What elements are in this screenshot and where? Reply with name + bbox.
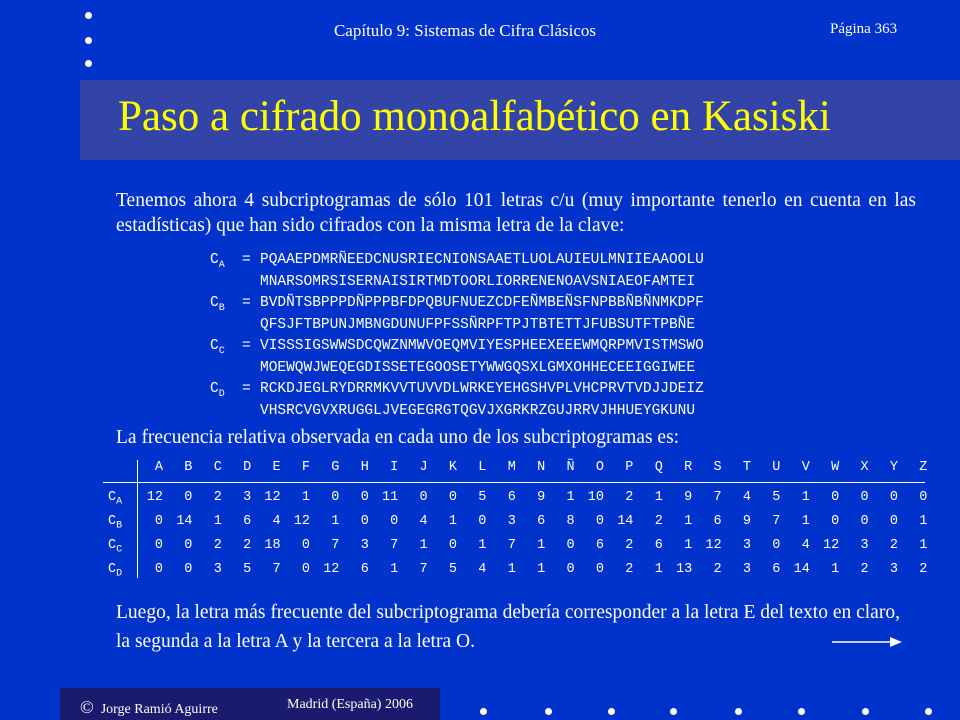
table-cell: 12 — [822, 538, 840, 553]
table-cell: 1 — [537, 538, 546, 553]
table-cell: 2 — [213, 538, 222, 553]
table-cell: 9 — [684, 490, 693, 505]
table-cell: 3 — [360, 538, 369, 553]
frequency-table — [103, 460, 928, 583]
table-cell: 0 — [154, 562, 163, 577]
column-header: Ñ — [566, 460, 575, 475]
equals-sign: = — [242, 252, 251, 268]
column-header: K — [448, 460, 457, 475]
table-cell: 4 — [272, 514, 281, 529]
table-cell: 1 — [654, 562, 663, 577]
table-cell: 1 — [831, 562, 840, 577]
table-cell: 6 — [507, 490, 516, 505]
decor-dot — [798, 708, 805, 715]
decor-dot — [925, 708, 932, 715]
table-cell: 1 — [448, 514, 457, 529]
table-cell: 1 — [801, 490, 810, 505]
table-cell: 2 — [654, 514, 663, 529]
table-cell: 0 — [301, 562, 310, 577]
table-cell: 3 — [889, 562, 898, 577]
cryptogram-line — [210, 252, 704, 274]
table-cell: 1 — [213, 514, 222, 529]
conclusion-paragraph: Luego, la letra más frecuente del subcriptograma debería corresponder a la letra E del texto en claro, la segunda a la letra A y la tercera a la letra O. — [116, 602, 900, 652]
table-cell: 3 — [507, 514, 516, 529]
table-cell: 2 — [919, 562, 928, 577]
cryptogram-text: MNARSOMRSISERNAISIRTMDTOORLIORRENENOAVSNIAEOFAMTEI — [260, 273, 696, 290]
table-cell: 12 — [293, 514, 310, 529]
decor-dot — [85, 12, 92, 19]
table-cell: 11 — [381, 490, 399, 505]
table-cell: 7 — [507, 538, 516, 553]
table-cell: 1 — [684, 538, 693, 553]
footer-author — [80, 697, 218, 718]
table-cell: 0 — [360, 514, 369, 529]
arrow-right-icon — [832, 632, 904, 652]
table-cell: 0 — [772, 538, 781, 553]
table-cell: 1 — [478, 538, 487, 553]
table-cell: 9 — [537, 490, 546, 505]
column-header: G — [331, 460, 340, 475]
column-header: N — [537, 460, 546, 475]
table-cell: 6 — [772, 562, 781, 577]
column-header: B — [184, 460, 193, 475]
column-header: D — [243, 460, 252, 475]
cryptogram-text: VISSSIGSWWSDCQWZNMWVOEQMVIYESPHEEXEEEWMQRPMVISTMSWO — [260, 338, 704, 354]
table-cell: 4 — [478, 562, 487, 577]
column-header: O — [595, 460, 604, 475]
table-cell: 7 — [713, 490, 722, 505]
column-header: T — [742, 460, 751, 475]
table-cell: 14 — [793, 562, 810, 577]
table-cell: 7 — [419, 562, 428, 577]
table-cell: 0 — [184, 538, 193, 553]
table-cell: 5 — [448, 562, 457, 577]
column-header: Q — [654, 460, 663, 475]
table-cell: 14 — [176, 514, 193, 529]
cryptogram-text: QFSJFTBPUNJMBNGDUNUFPFSSÑRPFTPJTBTETTJFUBSUTFTPBÑE — [260, 316, 696, 333]
table-cell: 0 — [360, 490, 369, 505]
table-row — [103, 535, 928, 559]
table-cell: 0 — [889, 490, 898, 505]
table-cell: 0 — [154, 538, 163, 553]
table-cell: 1 — [919, 538, 928, 553]
table-cell: 1 — [566, 490, 575, 505]
table-cell: 8 — [566, 514, 575, 529]
column-header: H — [360, 460, 369, 475]
row-label: $C_B$ — [108, 514, 123, 532]
cryptogram-label: $C_B$ — [210, 295, 225, 314]
table-cell: 0 — [860, 514, 869, 529]
cryptogram-line — [210, 403, 704, 425]
table-cell: 4 — [801, 538, 810, 553]
column-header: M — [507, 460, 516, 475]
table-cell: 2 — [713, 562, 722, 577]
cryptogram-text: VHSRCVGVXRUGGLJVEGEGRGTQGVJXGRKRZGUJRRVJHHUEYGKUNU — [260, 402, 696, 419]
table-cell: 0 — [184, 490, 193, 505]
table-cell: 0 — [448, 490, 457, 505]
column-header: U — [772, 460, 781, 475]
table-cell: 1 — [390, 562, 399, 577]
table-cell: 1 — [919, 514, 928, 529]
cryptogram-line — [210, 274, 704, 296]
table-cell: 4 — [742, 490, 751, 505]
table-cell: 1 — [801, 514, 810, 529]
table-cell: 2 — [625, 538, 634, 553]
author-name: Jorge Ramió Aguirre — [100, 702, 218, 717]
row-label: $C_A$ — [108, 490, 123, 508]
column-header: I — [390, 460, 399, 475]
frequency-intro: La frecuencia relativa observada en cada uno de los subcriptogramas es: — [116, 427, 680, 448]
table-cell: 0 — [184, 562, 193, 577]
table-cell: 7 — [772, 514, 781, 529]
table-cell: 0 — [566, 562, 575, 577]
table-cell: 14 — [617, 514, 634, 529]
table-cell: 5 — [243, 562, 252, 577]
cryptogram-line — [210, 317, 704, 339]
equals-sign: = — [242, 381, 251, 397]
column-header: Z — [919, 460, 928, 475]
table-cell: 10 — [587, 490, 604, 505]
table-cell: 0 — [595, 562, 604, 577]
cryptogram-label: $C_A$ — [210, 252, 225, 271]
table-cell: 1 — [537, 562, 546, 577]
column-header: E — [272, 460, 281, 475]
table-cell: 0 — [331, 490, 340, 505]
column-header: Y — [889, 460, 898, 475]
cryptogram-line — [210, 381, 704, 403]
table-cell: 0 — [301, 538, 310, 553]
cryptogram-line — [210, 295, 704, 317]
table-header-row — [103, 460, 928, 483]
column-header: X — [860, 460, 869, 475]
table-cell: 12 — [323, 562, 340, 577]
table-cell: 0 — [889, 514, 898, 529]
cryptogram-text: BVDÑTSBPPPDÑPPPBFDPQBUFNUEZCDFEÑMBEÑSFNPBBÑBÑNMKDPF — [260, 295, 704, 311]
table-cell: 0 — [154, 514, 163, 529]
table-cell: 3 — [742, 562, 751, 577]
table-cell: 0 — [419, 490, 428, 505]
table-cell: 6 — [243, 514, 252, 529]
column-header: J — [419, 460, 428, 475]
table-cell: 1 — [507, 562, 516, 577]
table-cell: 2 — [213, 490, 222, 505]
table-row — [103, 487, 928, 511]
row-label: $C_C$ — [108, 538, 123, 556]
table-cell: 12 — [264, 490, 281, 505]
table-cell: 0 — [566, 538, 575, 553]
table-cell: 2 — [889, 538, 898, 553]
table-cell: 7 — [390, 538, 399, 553]
table-cell: 18 — [264, 538, 281, 553]
table-row — [103, 559, 928, 583]
table-cell: 12 — [146, 490, 163, 505]
table-cell: 1 — [301, 490, 310, 505]
column-header: R — [684, 460, 693, 475]
column-header: S — [713, 460, 722, 475]
table-cell: 0 — [595, 514, 604, 529]
table-cell: 0 — [448, 538, 457, 553]
table-cell: 0 — [831, 490, 840, 505]
table-cell: 6 — [537, 514, 546, 529]
decor-dot — [735, 708, 742, 715]
equals-sign: = — [242, 295, 251, 311]
table-cell: 1 — [654, 490, 663, 505]
cryptogram-text: RCKDJEGLRYDRRMKVVTUVVDLWRKEYEHGSHVPLVHCPRVTVDJJDEIZ — [260, 381, 704, 397]
table-cell: 1 — [684, 514, 693, 529]
decor-dot — [480, 708, 487, 715]
table-cell: 0 — [919, 490, 928, 505]
table-cell: 0 — [831, 514, 840, 529]
table-cell: 13 — [675, 562, 693, 577]
table-cell: 7 — [331, 538, 340, 553]
table-cell: 6 — [360, 562, 369, 577]
decor-dot — [670, 708, 677, 715]
cryptogram-text: MOEWQWJWEQEGDISSETEGOOSETYWWGQSXLGMXOHHECEEIGGIWEE — [260, 359, 696, 376]
table-cell: 7 — [272, 562, 281, 577]
chapter-header: Capítulo 9: Sistemas de Cifra Clásicos — [333, 21, 597, 40]
cryptogram-block — [210, 252, 704, 424]
decor-dot — [608, 708, 615, 715]
column-header: W — [831, 460, 840, 475]
table-cell: 2 — [625, 490, 634, 505]
decor-dot — [85, 60, 92, 67]
table-cell: 9 — [742, 514, 751, 529]
table-cell: 2 — [243, 538, 252, 553]
intro-paragraph: Tenemos ahora 4 subcriptogramas de sólo 101 letras c/u (muy importante tenerlo en cuenta en las estadísticas) que han sido cifrados con la misma letra de la clave: — [116, 190, 916, 236]
table-cell: 3 — [742, 538, 751, 553]
column-header: V — [801, 460, 810, 475]
table-cell: 5 — [478, 490, 487, 505]
decor-dot — [545, 708, 552, 715]
copyright-symbol: © — [80, 697, 94, 717]
cryptogram-line — [210, 360, 704, 382]
table-cell: 0 — [478, 514, 487, 529]
table-row — [103, 511, 928, 535]
cryptogram-line — [210, 338, 704, 360]
table-cell: 5 — [772, 490, 781, 505]
table-cell: 3 — [860, 538, 869, 553]
table-cell: 3 — [243, 490, 252, 505]
table-cell: 6 — [713, 514, 722, 529]
table-cell: 2 — [860, 562, 869, 577]
table-cell: 4 — [419, 514, 428, 529]
slide-title: Paso a cifrado monoalfabético en Kasiski — [118, 93, 831, 140]
column-header: L — [478, 460, 487, 475]
table-cell: 1 — [331, 514, 340, 529]
table-cell: 2 — [625, 562, 634, 577]
page-number: Página 363 — [830, 21, 898, 37]
cryptogram-label: $C_D$ — [210, 381, 225, 400]
table-cell: 0 — [390, 514, 399, 529]
table-cell: 3 — [213, 562, 222, 577]
table-cell: 6 — [654, 538, 663, 553]
table-cell: 12 — [705, 538, 722, 553]
row-label: $C_D$ — [108, 562, 123, 580]
decor-dot — [862, 708, 869, 715]
column-header: F — [301, 460, 310, 475]
column-header: P — [625, 460, 634, 475]
table-cell: 6 — [595, 538, 604, 553]
table-cell: 0 — [860, 490, 869, 505]
cryptogram-label: $C_C$ — [210, 338, 225, 357]
column-header: A — [154, 460, 163, 475]
column-header: C — [213, 460, 222, 475]
equals-sign: = — [242, 338, 251, 354]
table-cell: 1 — [419, 538, 428, 553]
cryptogram-text: PQAAEPDMRÑEEDCNUSRIECNIONSAAETLUOLAUIEULMNIIEAAOOLU — [260, 252, 704, 268]
footer-place: Madrid (España) 2006 — [287, 697, 413, 712]
